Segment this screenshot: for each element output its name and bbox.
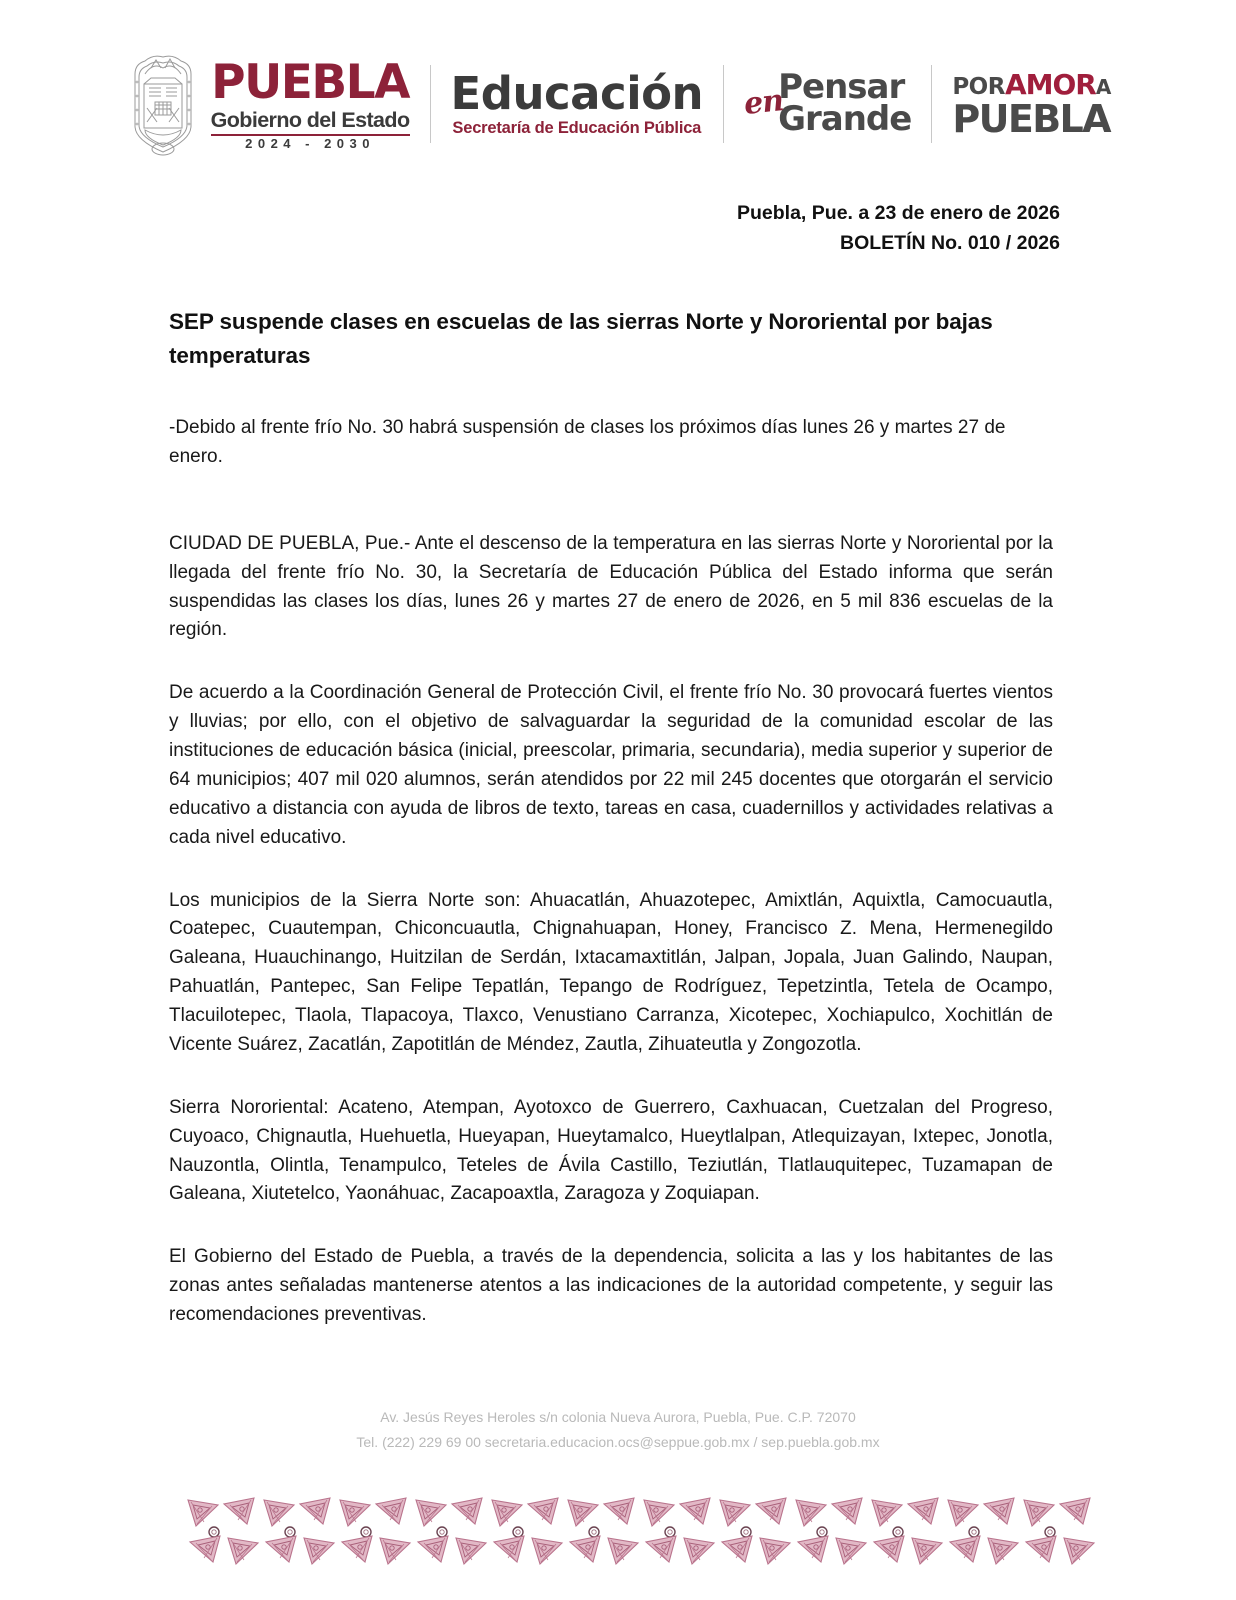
puebla-government-logo	[125, 44, 410, 164]
amor-amor: AMOR	[1004, 67, 1096, 101]
footer-contact: Tel. (222) 229 69 00 secretaria.educacion.ocs@seppue.gob.mx / sep.puebla.gob.mx	[356, 1433, 880, 1450]
educacion-logo	[451, 44, 704, 164]
place-date: Puebla, Pue. a 23 de enero de 2026	[737, 202, 1060, 224]
pensar-line1: Pensar	[778, 66, 905, 107]
talavera-pattern-icon	[0, 1492, 1236, 1580]
pensar-en-grande-logo	[744, 44, 911, 164]
footer-address: Av. Jesús Reyes Heroles s/n colonia Nueva Aurora, Puebla, Pue. C.P. 72070	[380, 1409, 856, 1425]
page-title: SEP suspende clases en escuelas de las sierras Norte y Nororiental por bajas temperaturas	[169, 309, 993, 368]
puebla-subtitle: Gobierno del Estado	[210, 107, 410, 132]
puebla-wordmark: PUEBLA	[211, 55, 409, 111]
document-body	[169, 414, 1053, 1330]
logo-divider-3	[931, 65, 932, 143]
paragraph-sierra-norte: Los municipios de la Sierra Norte son: Ahuacatlán, Ahuazotepec, Amixtlán, Aquixtla, Camocuautla, Coatepec, Cuautempan, Chiconcuautla, Chignahuapan, Honey, Francisco Z. Mena, Hermenegildo Galeana, Huauchinango, Huitzilan de Serdán, Ixtacamaxtitlán, Jalpan, Jopala, Juan Galindo, Naupan, Pahuatlán, Pantepec, San Felipe Tepatlán, Tepango de Rodríguez, Tepetzintla, Tetela de Ocampo, Tlacuilotepec, Tlaola, Tlapacoya, Tlaxco, Venustiano Carranza, Xicotepec, Xochiapulco, Xochitlán de Vicente Suárez, Zacatlán, Zapotitlán de Méndez, Zautla, Zihuateutla y Zongozotla.	[169, 889, 1053, 1055]
puebla-years: 2024 - 2030	[245, 136, 376, 152]
paragraph-1: CIUDAD DE PUEBLA, Pue.- Ante el descenso de la temperatura en las sierras Norte y Nororiental por la llegada del frente frío No. 30, la Secretaría de Educación Pública del Estado informa que serán suspendidas las clases los días, lunes 26 y martes 27 de enero de 2026, en 5 mil 836 escuelas de la región.	[169, 532, 1053, 641]
footer-contact-block	[0, 1405, 1236, 1454]
date-bulletin-block	[737, 198, 1060, 258]
pensar-line2: Grande	[778, 98, 912, 139]
lead-paragraph: -Debido al frente frío No. 30 habrá suspensión de clases los próximos días lunes 26 y martes 27 de enero.	[169, 417, 1006, 467]
paragraph-2: De acuerdo a la Coordinación General de Protección Civil, el frente frío No. 30 provocará fuertes vientos y lluvias; por ello, con el objetivo de salvaguardar la seguridad de la comunidad escolar de las instituciones de educación básica (inicial, preescolar, primaria, secundaria), media superior y superior de 64 municipios; 407 mil 020 alumnos, serán atendidos por 22 mil 245 docentes que otorgarán el servicio educativo a distancia con ayuda de libros de texto, tareas en casa, cuadernillos y actividades relativas a cada nivel educativo.	[169, 682, 1053, 848]
logo-divider-2	[723, 65, 724, 143]
amor-por: POR	[952, 73, 1005, 100]
bulletin-number: BOLETÍN No. 010 / 2026	[840, 232, 1060, 255]
amor-a: A	[1095, 74, 1112, 99]
paragraph-closing: El Gobierno del Estado de Puebla, a través de la dependencia, solicita a las y los habitantes de las zonas antes señaladas mantenerse atentos a las indicaciones de la autoridad competente, y seguir las recomendaciones preventivas.	[169, 1246, 1053, 1325]
por-amor-a-puebla-logo	[952, 44, 1111, 164]
amor-puebla: PUEBLA	[952, 96, 1110, 141]
paragraph-sierra-nororiental: Sierra Nororiental: Acateno, Atempan, Ayotoxco de Guerrero, Caxhuacan, Cuetzalan del Progreso, Cuyoaco, Chignautla, Huehuetla, Hueyapan, Hueytamalco, Hueytlalpan, Atlequizayan, Ixtepec, Jonotla, Nauzontla, Olintla, Tenampulco, Teteles de Ávila Castillo, Teziutlán, Tlatlauquitepec, Tuzamapan de Galeana, Xiutetelco, Yaonáhuac, Zacapoaxtla, Zaragoza y Zoquiapan.	[169, 1096, 1053, 1205]
header-logo-bar	[0, 44, 1236, 164]
decorative-talavera-border	[0, 1492, 1236, 1580]
educacion-subtitle: Secretaría de Educación Pública	[452, 118, 702, 137]
educacion-wordmark: Educación	[450, 66, 704, 120]
escudo-puebla-icon	[125, 48, 201, 160]
pensar-script-en: en	[742, 83, 785, 123]
spacer	[169, 506, 1053, 530]
logo-divider-1	[430, 65, 431, 143]
